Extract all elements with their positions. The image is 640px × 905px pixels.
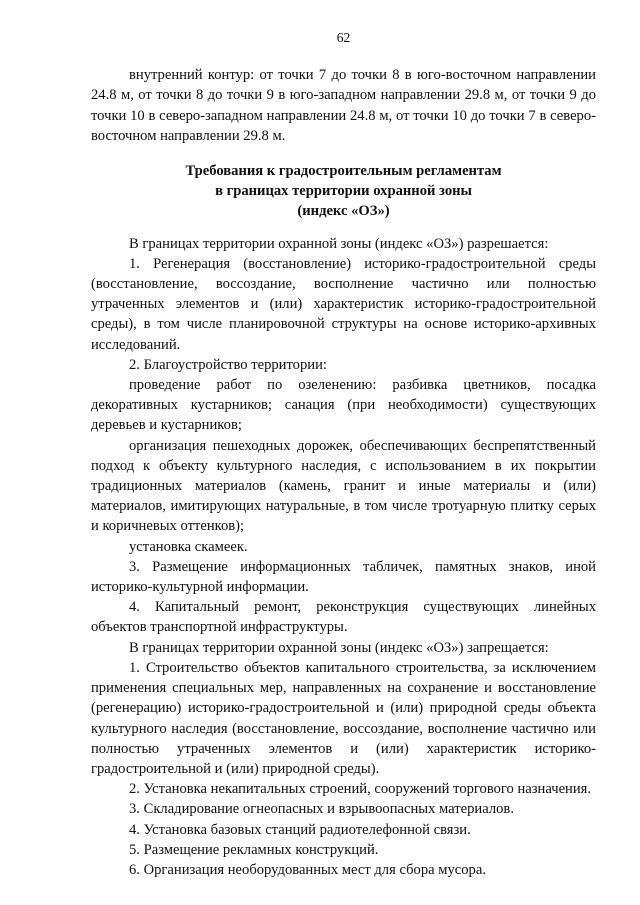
- prohibited-item-6: 6. Организация необорудованных мест для сбора мусора.: [129, 861, 486, 878]
- section-heading: [91, 161, 596, 222]
- heading-line-2: в границах территории охранной зоны: [215, 183, 472, 200]
- document-page: [91, 28, 596, 880]
- intro-paragraph: внутренний контур: от точки 7 до точки 8 в юго-восточном направлении 24.8 м, от точки 8 до точки 9 в юго-западном направлении 29.8 м, от точки 9 до точки 10 в северо-западном направлении 24.8 м, от точки 10 до точки 7 в северо-восточном направлении 29.8 м.: [91, 67, 596, 144]
- allowed-item-4: 4. Капитальный ремонт, реконструкция существующих линейных объектов транспортной инфраструктуры.: [91, 599, 596, 636]
- heading-line-3: (индекс «ОЗ»): [297, 203, 390, 220]
- allowed-item-2-paths: организация пешеходных дорожек, обеспечивающих беспрепятственный подход к объекту культурного наследия, с использованием в их покрытии традиционных материалов (камень, гранит и иные материалы и (или) материалов, имитирующих натуральные, в том числе тротуарную плитку серых и коричневых оттенков);: [91, 437, 596, 535]
- prohibited-intro: В границах территории охранной зоны (индекс «ОЗ») запрещается:: [129, 639, 549, 656]
- allowed-item-2-landscaping: проведение работ по озеленению: разбивка цветников, посадка декоративных кустарников; санация (при необходимости) существующих деревьев и кустарников;: [91, 377, 596, 434]
- allowed-item-3: 3. Размещение информационных табличек, памятных знаков, иной историко-культурной информации.: [91, 558, 596, 596]
- allowed-item-2: 2. Благоустройство территории:: [129, 356, 327, 373]
- allowed-item-1: 1. Регенерация (восстановление) историко-градостроительной среды (восстановление, воссоздание, восполнение частично или полностью утраченных элементов и (или) характеристик историко-градостроительной среды), в том числе планировочной структуры на основе историко-архивных исследований.: [91, 255, 596, 353]
- prohibited-item-4: 4. Установка базовых станций радиотелефонной связи.: [129, 821, 471, 838]
- page-number: 62: [336, 30, 351, 45]
- prohibited-item-1: 1. Строительство объектов капитального строительства, за исключением применения специальных мер, направленных на сохранение и восстановление (регенерацию) историко-градостроительной и (или) природной среды объекта культурного наследия (восстановление, воссоздание, восполнение частично или полностью утраченных элементов и (или) характеристик историко-градостроительной и (или) природной среды).: [91, 659, 596, 777]
- prohibited-item-3: 3. Складирование огнеопасных и взрывоопасных материалов.: [129, 801, 514, 818]
- prohibited-item-2: 2. Установка некапитальных строений, сооружений торгового назначения.: [129, 781, 592, 798]
- allowed-item-2-benches: установка скамеек.: [129, 538, 248, 555]
- prohibited-item-5: 5. Размещение рекламных конструкций.: [129, 841, 379, 858]
- heading-line-1: Требования к градостроительным регламентам: [185, 163, 502, 180]
- allowed-intro: В границах территории охранной зоны (индекс «ОЗ») разрешается:: [129, 235, 549, 252]
